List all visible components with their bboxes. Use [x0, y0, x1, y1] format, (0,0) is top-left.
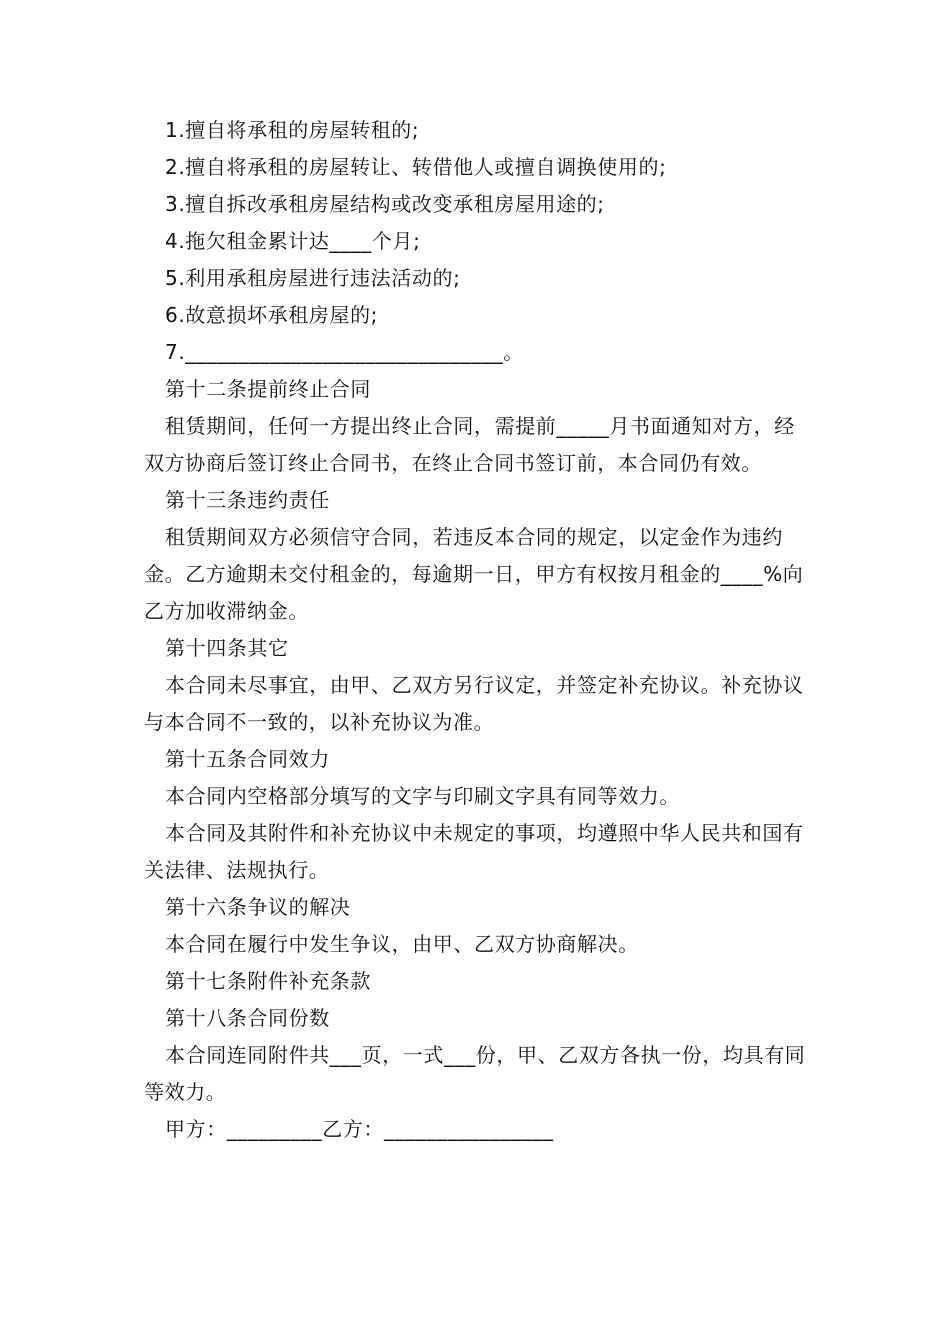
article-12-body: 租赁期间，任何一方提出终止合同，需提前_____月书面通知对方，经双方协商后签订终止合同书，在终止合同书签订前，本合同仍有效。: [144, 414, 795, 475]
article-15-body-1: 本合同内空格部分填写的文字与印刷文字具有同等效力。: [165, 784, 680, 808]
article-16-heading: 第十六条争议的解决: [165, 895, 351, 919]
article-14-body: 本合同未尽事宜，由甲、乙双方另行议定，并签定补充协议。补充协议与本合同不一致的，以补充协议为准。: [144, 673, 804, 734]
article-18-body: 本合同连同附件共___页，一式___份，甲、乙双方各执一份，均具有同等效力。: [144, 1043, 806, 1104]
article-12-heading: 第十二条提前终止合同: [165, 377, 371, 401]
document-body: [144, 112, 814, 1148]
list-item-illegal-use: 5.利用承租房屋进行违法活动的;: [165, 266, 461, 290]
list-item-rent-arrears: 4.拖欠租金累计达____个月;: [165, 229, 421, 253]
list-item-transfer: 2.擅自将承租的房屋转让、转借他人或擅自调换使用的;: [165, 155, 667, 179]
list-item-sublet: 1.擅自将承租的房屋转租的;: [165, 118, 420, 142]
list-item-alter-structure: 3.擅自拆改承租房屋结构或改变承租房屋用途的;: [165, 192, 605, 216]
list-item-damage: 6.故意损坏承租房屋的;: [165, 303, 379, 327]
article-18-heading: 第十八条合同份数: [165, 1006, 330, 1030]
article-13-heading: 第十三条违约责任: [165, 488, 330, 512]
article-14-heading: 第十四条其它: [165, 636, 289, 660]
signature-line: 甲方：_________乙方：________________: [165, 1117, 554, 1141]
article-15-body-2: 本合同及其附件和补充协议中未规定的事项，均遵照中华人民共和国有关法律、法规执行。: [144, 821, 804, 882]
article-17-heading: 第十七条附件补充条款: [165, 969, 371, 993]
article-16-body: 本合同在履行中发生争议，由甲、乙双方协商解决。: [165, 932, 639, 956]
article-15-heading: 第十五条合同效力: [165, 747, 330, 771]
list-item-other: 7.______________________________。: [165, 340, 524, 364]
article-13-body: 租赁期间双方必须信守合同，若违反本合同的规定，以定金作为违约金。乙方逾期未交付租金的，每逾期一日，甲方有权按月租金的____%向乙方加收滞纳金。: [144, 525, 804, 623]
